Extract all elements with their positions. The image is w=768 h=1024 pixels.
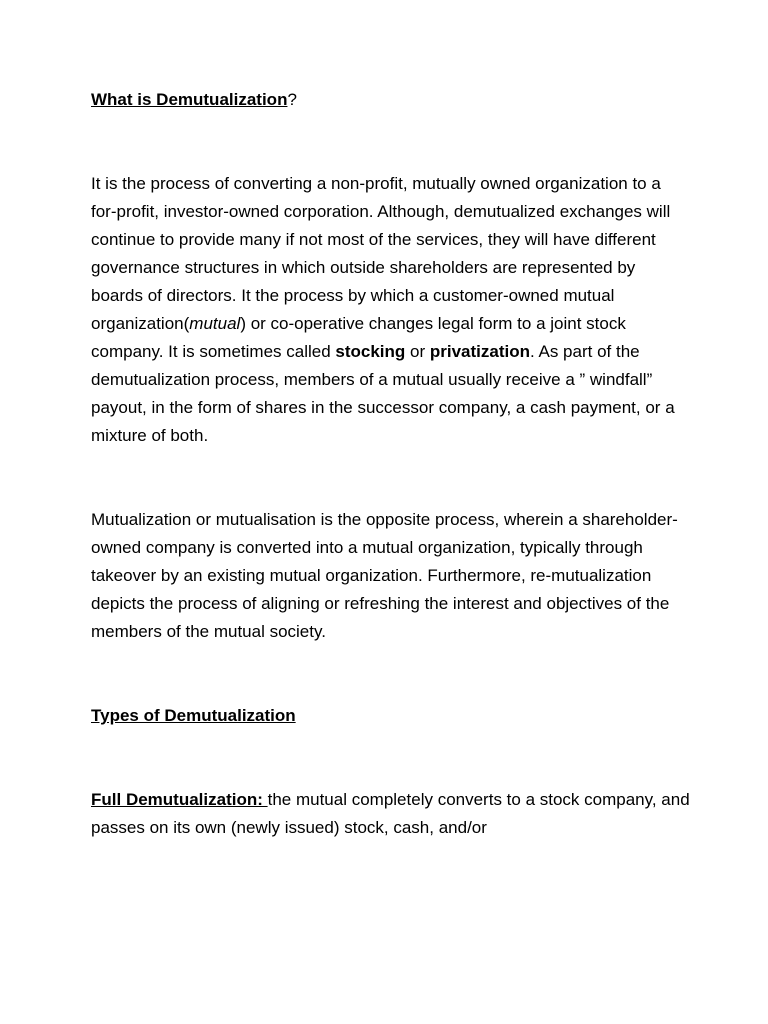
paragraph-full-demutualization <box>91 786 691 842</box>
heading-types-of-demutualization <box>91 702 691 730</box>
text-run: It is the process of converting a non-profit, mutually owned organization to a for-profit, investor-owned corporation. Although, demutualized exchanges will continue to provide many if not most of the services, they will have different governance structures in which outside shareholders are represented by boards of directors. It the process by which a customer-owned mutual organization( <box>91 174 671 333</box>
text-run-bold: privatization <box>429 342 530 361</box>
heading-suffix: ? <box>287 90 297 109</box>
paragraph-definition <box>91 170 691 450</box>
heading-what-is-demutualization <box>91 86 691 114</box>
paragraph-mutualization: Mutualization or mutualisation is the opposite process, wherein a shareholder-owned company is converted into a mutual organization, typically through takeover by an existing mutual organization. Furthermore, re-mutualization depicts the process of aligning or refreshing the interest and objectives of the members of the mutual society. <box>91 510 678 641</box>
text-run-italic: mutual <box>189 314 241 333</box>
document-page <box>91 86 691 842</box>
text-run: or <box>405 342 430 361</box>
term-label: Full Demutualization: <box>91 790 268 809</box>
heading-title: Types of Demutualization <box>91 706 296 725</box>
text-run: ) or co-operative changes legal form to a joint stock company. It is sometimes called <box>91 314 626 361</box>
text-run: . As part of the demutualization process, members of a mutual usually receive a ” windfall” payout, in the form of shares in the successor company, a cash payment, or a mixture of both. <box>91 342 675 445</box>
term-text: the mutual completely converts to a stock company, and passes on its own (newly issued) stock, cash, and/or <box>91 790 690 837</box>
text-run-bold: stocking <box>335 342 406 361</box>
heading-title: What is Demutualization <box>91 90 288 109</box>
